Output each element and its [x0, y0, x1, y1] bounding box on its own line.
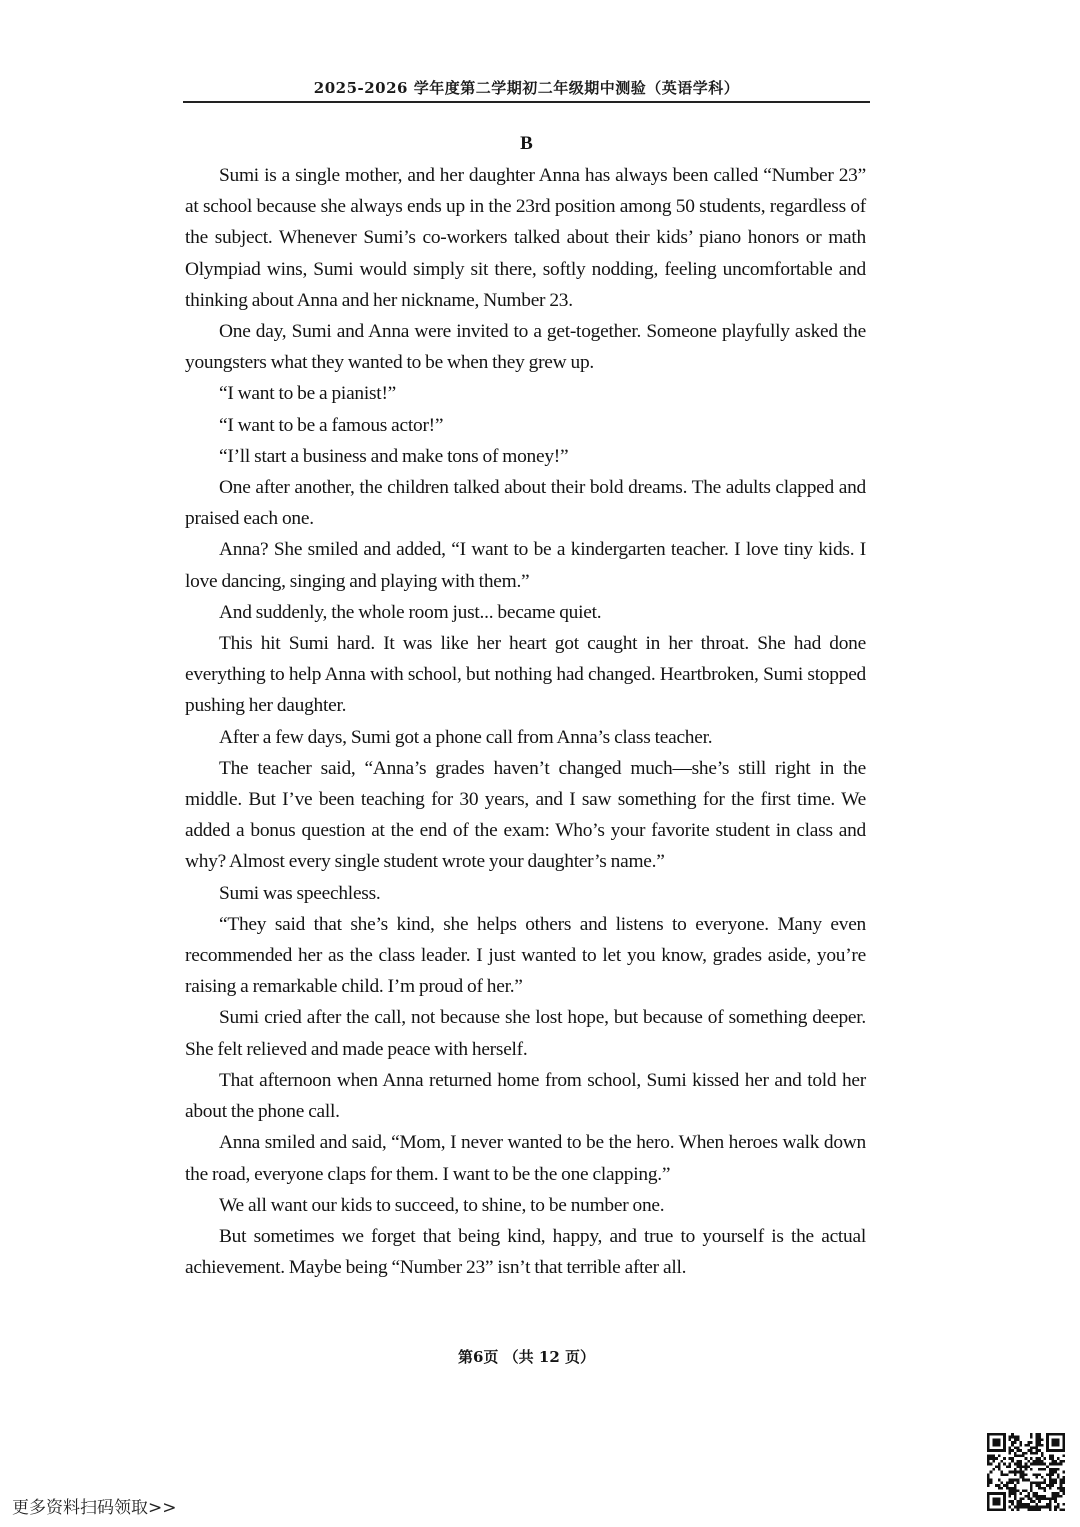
passage-paragraph-15: That afternoon when Anna returned home from school, Sumi kissed her and told her about the phone call.	[185, 1069, 866, 1123]
header-divider	[183, 101, 870, 103]
passage-paragraph-10: After a few days, Sumi got a phone call from Anna’s class teacher.	[219, 726, 713, 748]
passage-paragraph-16: Anna smiled and said, “Mom, I never wanted to be the hero. When heroes walk down the road, everyone claps for them. I want to be the one clapping.”	[185, 1132, 866, 1185]
passage-paragraph-3: “I want to be a pianist!”	[219, 383, 397, 405]
passage-paragraph-4: “I want to be a famous actor!”	[219, 414, 444, 436]
passage-paragraph-7: Anna? She smiled and added, “I want to be a kindergarten teacher. I love tiny kids. I love dancing, singing and playing with them.”	[185, 539, 866, 592]
section-letter: B	[520, 133, 533, 154]
passage-paragraph-1: Sumi is a single mother, and her daughter Anna has always been called “Number 23” at school because she always ends up in the 23rd position among 50 students, regardless of the subject. Whenever Sumi’s co-workers talked about their kids’ piano honors or math Olympiad wins, Sumi would simply sit there, softly nodding, feeling uncomfortable and thinking about Anna and her nickname, Number 23.	[185, 165, 866, 311]
page-number: 第6页 （共 12 页）	[458, 1348, 595, 1366]
passage-paragraph-14: Sumi cried after the call, not because she lost hope, but because of something deeper. She felt relieved and made peace with herself.	[185, 1007, 866, 1060]
passage-paragraph-9: This hit Sumi hard. It was like her heart got caught in her throat. She had done everything to help Anna with school, but nothing had changed. Heartbroken, Sumi stopped pushing her daughter.	[185, 633, 866, 717]
passage-paragraph-13: “They said that she’s kind, she helps others and listens to everyone. Many even recommended her as the class leader. I just wanted to let you know, grades aside, you’re raising a remarkable child. I’m proud of her.”	[185, 913, 866, 998]
passage-paragraph-11: The teacher said, “Anna’s grades haven’t changed much—she’s still right in the middle. But I’ve been teaching for 30 years, and I saw something for the first time. We added a bonus question at the end of the exam: Who’s your favorite student in class and why? Almost every single student wrote your daughter’s name.”	[185, 757, 866, 873]
passage-paragraph-2: One day, Sumi and Anna were invited to a get-together. Someone playfully asked the youngsters what they wanted to be when they grew up.	[185, 321, 866, 374]
passage-paragraph-5: “I’ll start a business and make tons of money!”	[219, 445, 569, 467]
reading-passage	[185, 160, 866, 1283]
page-header: 2025-2026 学年度第二学期初二年级期中测验（英语学科）	[313, 79, 740, 97]
passage-paragraph-17: We all want our kids to succeed, to shine, to be number one.	[219, 1194, 665, 1216]
passage-paragraph-8: And suddenly, the whole room just... became quiet.	[219, 601, 602, 623]
passage-paragraph-12: Sumi was speechless.	[219, 882, 381, 904]
qr-code-icon[interactable]	[987, 1433, 1065, 1511]
more-resources-link[interactable]: 更多资料扫码领取>>	[12, 1498, 177, 1518]
passage-paragraph-18: But sometimes we forget that being kind, happy, and true to yourself is the actual achievement. Maybe being “Number 23” isn’t that terrible after all.	[185, 1225, 866, 1279]
passage-paragraph-6: One after another, the children talked about their bold dreams. The adults clapped and praised each one.	[185, 477, 866, 530]
